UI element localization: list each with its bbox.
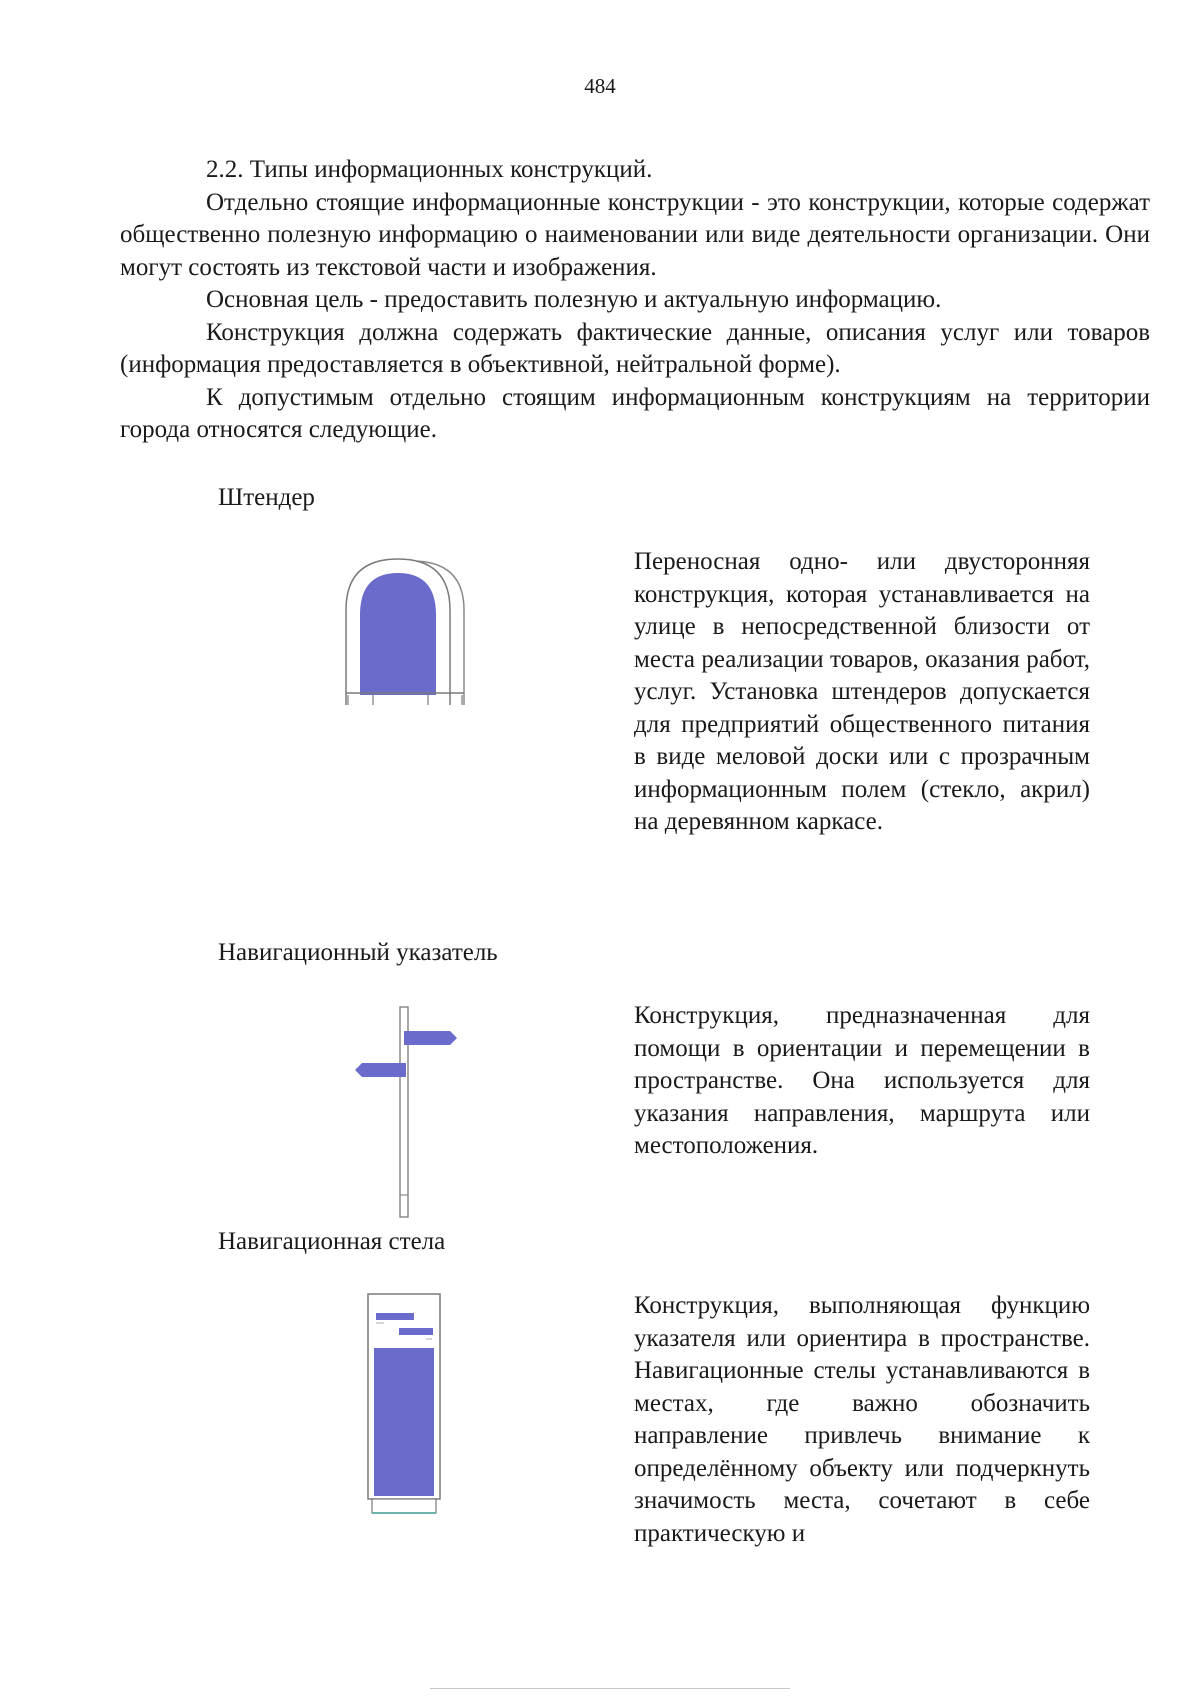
intro-paragraph-1: Отдельно стоящие информационные конструкции - это конструкции, которые содержат общественно полезную информацию о наименовании или виде деятельности организации. Они могут состоять из текстовой части и изображения. [120, 188, 1150, 281]
signpost-icon [352, 1005, 462, 1220]
section-title-signpost: Навигационный указатель [218, 939, 498, 966]
a-frame-sign-icon [340, 555, 470, 715]
page-number: 484 [584, 74, 616, 98]
intro-block [120, 154, 1150, 447]
intro-paragraph-4: К допустимым отдельно стоящим информационным конструкциям на территории города относятся следующие. [120, 383, 1150, 443]
shtender-description: Переносная одно- или двусторонняя конструкция, которая устанавливается на улице в непосредственной близости от места реализации товаров, оказания работ, услуг. Установка штендеров допускается для предприятий общественного питания в виде меловой доски или с прозрачным информационным полем (стекло, акрил) на деревянном каркасе. [634, 548, 1090, 835]
intro-paragraph-3: Конструкция должна содержать фактические данные, описания услуг или товаров (информация предоставляется в объективной, нейтральной форме). [120, 318, 1150, 378]
section-title-stele: Навигационная стела [218, 1228, 446, 1255]
stele-description: Конструкция, выполняющая функцию указателя или ориентира в пространстве. Навигационные стелы устанавливаются в местах, где важно обозначить направление привлечь внимание к определённому объекту или подчеркнуть значимость места, сочетают в себе практическую и [634, 1292, 1090, 1547]
divider [430, 1688, 790, 1689]
section-title-shtender: Штендер [218, 484, 315, 511]
intro-paragraph-2: Основная цель - предоставить полезную и актуальную информацию. [206, 286, 942, 313]
signpost-description: Конструкция, предназначенная для помощи в ориентации и перемещении в пространстве. Она используется для указания направления, маршрута или местоположения. [634, 1002, 1090, 1159]
navigation-stele-icon [366, 1292, 446, 1517]
section-heading: 2.2. Типы информационных конструкций. [206, 156, 653, 183]
